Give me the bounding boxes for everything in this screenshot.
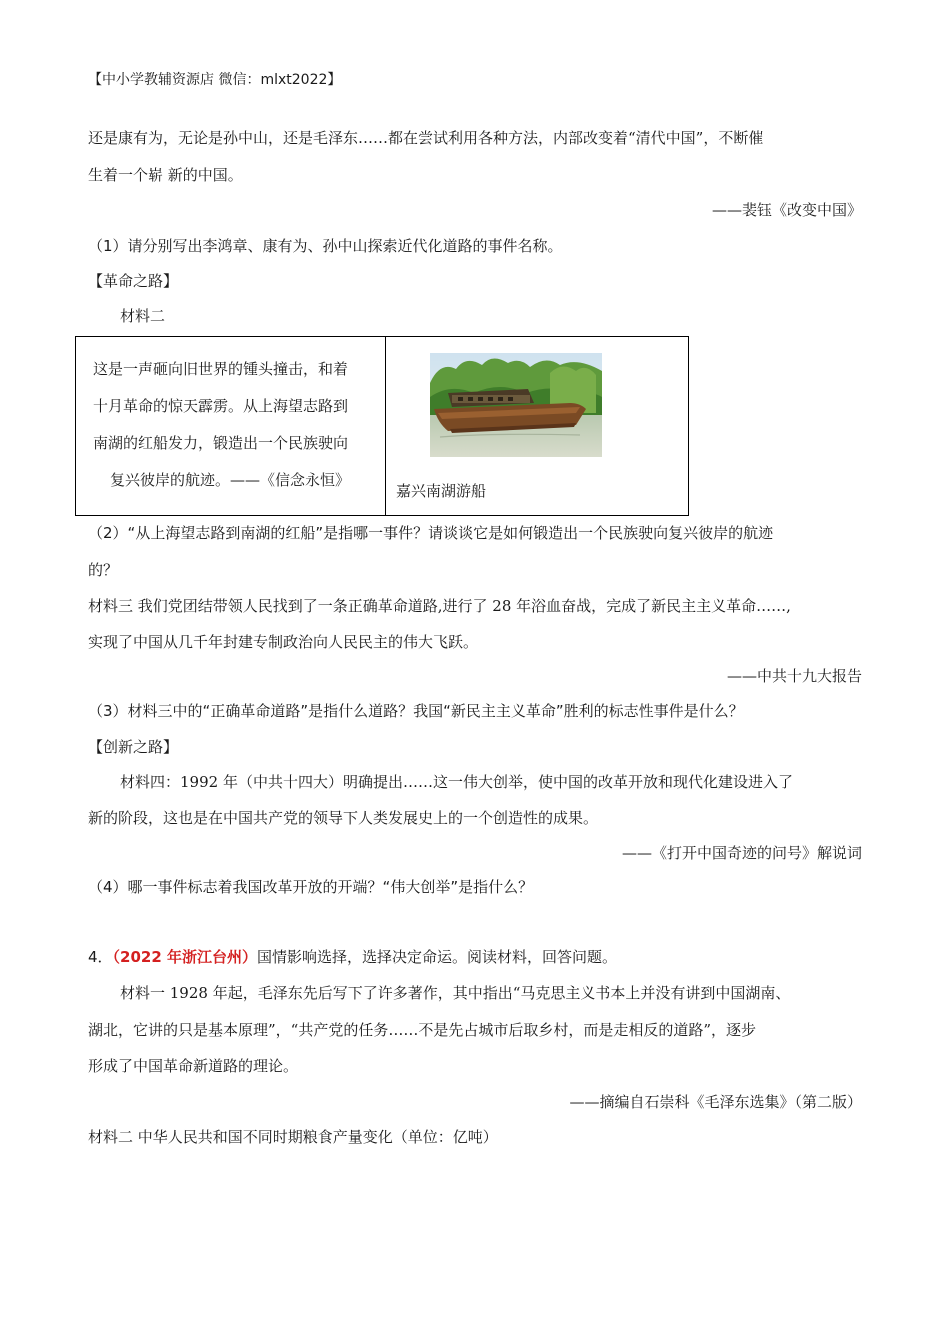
material2-text-line2: 十月革命的惊天霹雳。从上海望志路到 [93, 397, 349, 415]
material4-source: ——《打开中国奇迹的问号》解说词 [621, 844, 862, 862]
material2-table [75, 336, 689, 516]
problem4-stem-line [88, 947, 617, 967]
question-2-line2: 的？ [88, 561, 119, 579]
problem4-material2: 材料二 中华人民共和国不同时期粮食产量变化（单位：亿吨） [88, 1128, 498, 1146]
question-4: （4）哪一事件标志着我国改革开放的开端？“伟大创举”是指什么？ [88, 878, 534, 896]
problem4-source-tag: （2022 年浙江台州） [112, 948, 258, 966]
section-revolution: 【革命之路】 [88, 272, 179, 290]
problem4-stem: 国情影响选择，选择决定命运。阅读材料，回答问题。 [257, 948, 618, 966]
material2-text-line1: 这是一声砸向旧世界的锺头撞击，和着 [93, 360, 349, 378]
question-1: （1）请分别写出李鸿章、康有为、孙中山探索近代化道路的事件名称。 [88, 237, 563, 255]
photo-caption: 嘉兴南湖游船 [396, 482, 487, 500]
red-boat-photo [430, 353, 602, 457]
problem4-number: 4． [88, 948, 113, 966]
material2-text-line4: 复兴彼岸的航迹。——《信念永恒》 [110, 471, 351, 489]
header-watermark: 【中小学教辅资源店 微信：mlxt2022】 [88, 72, 342, 88]
section-innovation: 【创新之路】 [88, 738, 179, 756]
problem4-material1-line1: 材料一 1928 年起，毛泽东先后写下了许多著作，其中指出“马克思主义书本上并没有讲到中国湖南、 [120, 984, 791, 1002]
material4-line1: 材料四：1992 年（中共十四大）明确提出……这一伟大创举，使中国的改革开放和现代化建设进入了 [120, 773, 793, 791]
material1-line1: 还是康有为，无论是孙中山，还是毛泽东……都在尝试利用各种方法，内部改变着“清代中国”，不断催 [88, 129, 764, 147]
material3-line1: 材料三 我们党团结带领人民找到了一条正确革命道路,进行了 28 年浴血奋战，完成了新民主主义革命……, [88, 597, 791, 615]
material2-label: 材料二 [120, 307, 166, 325]
material1-source: ——裴钰《改变中国》 [711, 201, 862, 219]
problem4-material1-line2: 湖北，它讲的只是基本原理”，“共产党的任务……不是先占城市后取乡村，而是走相反的道路”，逐步 [88, 1021, 757, 1039]
question-3: （3）材料三中的“正确革命道路”是指什么道路？我国“新民主主义革命”胜利的标志性事件是什么？ [88, 702, 744, 720]
problem4-material1-line3: 形成了中国革命新道路的理论。 [88, 1057, 299, 1075]
material4-line2: 新的阶段，这也是在中国共产党的领导下人类发展史上的一个创造性的成果。 [88, 809, 599, 827]
material3-source: ——中共十九大报告 [726, 667, 862, 685]
material1-line2: 生着一个崭 新的中国。 [88, 166, 243, 184]
question-2-line1: （2）“从上海望志路到南湖的红船”是指哪一事件？请谈谈它是如何锻造出一个民族驶向复兴彼岸的航迹 [88, 524, 774, 542]
table-divider [385, 337, 386, 515]
problem4-material1-source: ——摘编自石崇科《毛泽东选集》（第二版） [569, 1093, 862, 1111]
material3-line2: 实现了中国从几千年封建专制政治向人民民主的伟大飞跃。 [88, 633, 479, 651]
material2-text-line3: 南湖的红船发力，锻造出一个民族驶向 [93, 434, 349, 452]
